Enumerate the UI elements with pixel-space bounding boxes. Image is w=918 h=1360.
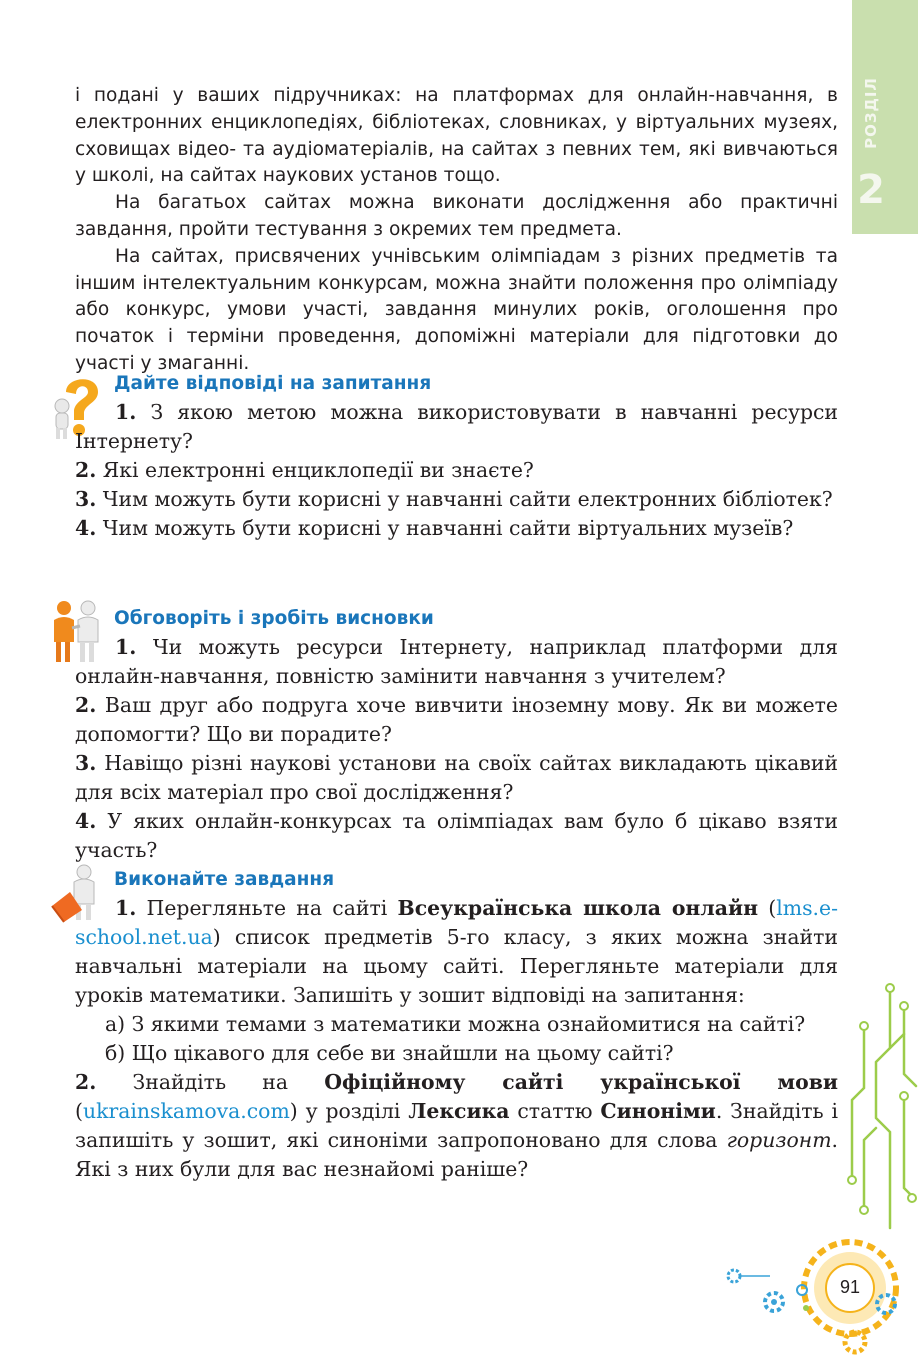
list-item: 1. Перегляньте на сайті Всеукраїнська школа онлайн (lms.e-school.net.ua) список предметів 5-го класу, з яких можна знайти навчальні матеріали на цьому сайті. Перегляньте матеріали для уроків математики. Запишіть у зошит відповіді на запитання: — [75, 896, 838, 1007]
item-text: Чим можуть бути корисні у навчанні сайти електронних бібліотек? — [102, 487, 833, 511]
sub-item: б) Що цікавого для себе ви знайшли на цьому сайті? — [105, 1041, 674, 1065]
gears-decoration — [710, 1232, 918, 1360]
item-number: 2. — [75, 458, 97, 482]
intro-paragraph: і подані у ваших підручниках: на платформах для онлайн-навчання, в електронних енциклопедіях, бібліотеках, словниках, у віртуальних музеях, сховищах відео- та аудіоматеріалів, на сайтах з певних тем, які вивчаються у школі, на сайтах наукових установ тощо. — [75, 85, 838, 187]
list-item — [75, 633, 838, 691]
item-number: 4. — [75, 516, 97, 540]
list-item — [75, 807, 838, 865]
item-number: 3. — [75, 487, 97, 511]
sub-item: а) З якими темами з математики можна ознайомитися на сайті? — [105, 1012, 806, 1036]
item-text: Чим можуть бути корисні у навчанні сайти віртуальних музеїв? — [102, 516, 794, 540]
list-item — [75, 485, 838, 514]
item-number: 1. — [115, 400, 137, 424]
item-number: 3. — [75, 751, 97, 775]
list-item — [75, 691, 838, 749]
discussion-list — [75, 633, 838, 865]
item-text: У яких онлайн-конкурсах та олімпіадах вам було б цікаво взяти участь? — [75, 809, 838, 862]
site-name: Офіційному сайті української мови — [324, 1070, 838, 1094]
item-number: 1. — [115, 635, 137, 659]
list-item: 2. Знайдіть на Офіційному сайті української мови (ukrainskamova.com) у розділі Лексика статтю Синоніми. Знайдіть і запишіть у зошит, які синоніми запропоновано для слова горизонт. Які з них були для вас незнайомі раніше? — [75, 1070, 839, 1181]
site-link[interactable]: lms.e-school.net.ua — [75, 896, 838, 949]
list-item — [75, 456, 838, 485]
list-item — [75, 749, 838, 807]
item-number: 1. — [115, 896, 137, 920]
circuit-decoration — [846, 978, 918, 1238]
section-heading-tasks: Виконайте завдання — [114, 869, 335, 890]
section-tab-number: 2 — [857, 167, 885, 213]
item-number: 2. — [75, 693, 97, 717]
section-tab-label: РОЗДІЛ — [862, 77, 880, 149]
item-number: 2. — [75, 1070, 97, 1094]
intro-text — [75, 83, 838, 378]
page-number: 91 — [839, 1277, 861, 1297]
item-text: Ваш друг або подруга хоче вивчити іноземну мову. Як ви можете допомогти? Що ви порадите? — [75, 693, 838, 746]
site-link[interactable]: ukrainskamova.com — [82, 1099, 290, 1123]
list-item — [75, 398, 838, 456]
intro-paragraph: На багатьох сайтах можна виконати дослідження або практичні завдання, пройти тестування з окремих тем предмета. — [75, 192, 838, 240]
section-heading-questions: Дайте відповіді на запитання — [114, 373, 432, 394]
item-text: Чи можуть ресурси Інтернету, наприклад платформи для онлайн-навчання, повністю замінити навчання з учителем? — [75, 635, 839, 688]
section-heading-discuss: Обговоріть і зробіть висновки — [114, 608, 434, 629]
site-name: Всеукраїнська школа онлайн — [397, 896, 758, 920]
item-text: Які електронні енциклопедії ви знаєте? — [102, 458, 534, 482]
item-text: Навіщо різні наукові установи на своїх сайтах викладають цікавий для всіх матеріал про свої дослідження? — [75, 751, 838, 804]
tasks-list — [75, 894, 838, 1184]
questions-list — [75, 398, 838, 543]
item-number: 4. — [75, 809, 97, 833]
intro-paragraph: На сайтах, присвячених учнівським олімпіадам з різних предметів та іншим інтелектуальним конкурсам, можна знайти положення про олімпіаду або конкурс, умови участі, завдання минулих років, оголошення про початок і терміни проведення, допоміжні матеріали для підготовки до участі у змаганні. — [75, 245, 838, 374]
item-text: З якою метою можна використовувати в навчанні ресурси Інтернету? — [75, 400, 839, 453]
list-item — [75, 514, 838, 543]
